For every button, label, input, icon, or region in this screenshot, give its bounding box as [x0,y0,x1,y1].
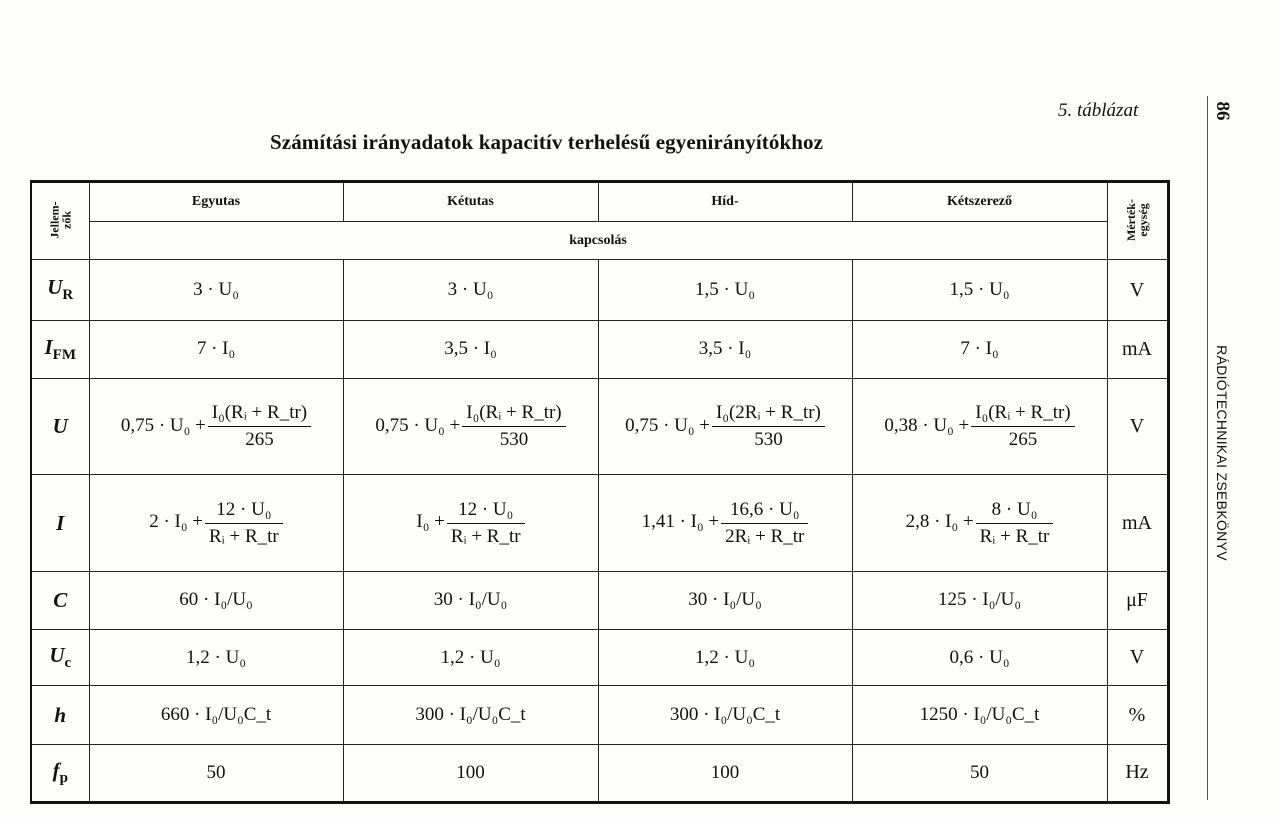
cell-value [343,378,598,474]
formula-fraction [447,499,525,548]
header-jellemzok-text: Jellem- zők [47,201,74,239]
formula-term: 0,75 · U₀ + [375,415,461,437]
cell-value: 660 · I₀/U₀C_t [89,686,343,744]
cell-value: 1,2 · U₀ [343,630,598,686]
formula [625,402,825,451]
cell-value: 3 · U₀ [343,260,598,320]
fraction-denominator: Rᵢ + R_tr [979,525,1050,547]
cell-value [852,475,1107,571]
formula-term: 0,38 · U₀ + [884,415,970,437]
cell-value [343,475,598,571]
fraction-denominator: 530 [499,429,529,451]
formula [641,498,809,547]
table-row [31,686,1168,744]
header-type-3: Kétszerező [852,182,1107,222]
row-symbol: U [31,378,89,474]
formula-fraction [208,402,311,451]
row-symbol: $I_{FM}$ [31,320,89,378]
header-connection: kapcsolás [89,222,1107,260]
header-jellemzok [31,182,89,260]
cell-value: 0,6 · U₀ [852,630,1107,686]
formula-fraction [971,402,1074,451]
cell-value: 125 · I₀/U₀ [852,571,1107,629]
formula [149,498,283,547]
cell-value: 7 · I₀ [852,320,1107,378]
cell-value [598,475,852,571]
fraction-numerator: I₀(Rᵢ + R_tr) [462,402,565,427]
table-number: 5. táblázat [1058,100,1139,121]
row-symbol: $f_p$ [31,744,89,802]
cell-value [852,378,1107,474]
cell-value: 1,5 · U₀ [852,260,1107,320]
header-type-1: Kétutas [343,182,598,222]
formula-term: 1,41 · I₀ + [641,511,720,533]
cell-value: 3 · U₀ [89,260,343,320]
fraction-numerator: 16,6 · U₀ [721,499,808,524]
table-row [31,260,1168,320]
row-symbol: $U_R$ [31,260,89,320]
formula [905,498,1054,547]
fraction-numerator: I₀(2Rᵢ + R_tr) [712,402,825,427]
cell-value: 50 [89,744,343,802]
table-row [31,320,1168,378]
formula [416,498,524,547]
formula-fraction [205,499,283,548]
row-symbol: h [31,686,89,744]
formula-term: 2 · I₀ + [149,511,203,533]
table-row [31,475,1168,571]
cell-value: 7 · I₀ [89,320,343,378]
table-title: Számítási irányadatok kapacitív terhelésű egyenirányítókhoz [270,130,824,154]
cell-value: 300 · I₀/U₀C_t [343,686,598,744]
fraction-denominator: 2Rᵢ + R_tr [725,525,805,547]
formula-fraction [712,402,825,451]
page-number: 86 [1212,101,1233,121]
fraction-numerator: 12 · U₀ [447,499,525,524]
formula-fraction [721,499,808,548]
cell-value: 30 · I₀/U₀ [343,571,598,629]
formula-term: I₀ + [416,511,445,533]
cell-value: 60 · I₀/U₀ [89,571,343,629]
fraction-numerator: I₀(Rᵢ + R_tr) [971,402,1074,427]
table-row [31,630,1168,686]
row-unit: Hz [1107,744,1168,802]
cell-value: 1,2 · U₀ [598,630,852,686]
data-table [30,180,1170,804]
cell-value: 30 · I₀/U₀ [598,571,852,629]
fraction-denominator: 265 [245,429,274,451]
cell-value: 3,5 · I₀ [598,320,852,378]
fraction-denominator: Rᵢ + R_tr [450,525,521,547]
running-head [1206,318,1238,588]
cell-value: 50 [852,744,1107,802]
running-head-text: RÁDIÓTECHNIKAI ZSEBKÖNYV [1214,345,1230,561]
formula-fraction [462,402,565,451]
cell-value [89,378,343,474]
formula-term: 0,75 · U₀ + [625,415,710,437]
cell-value: 1,2 · U₀ [89,630,343,686]
formula [375,402,565,451]
table-row [31,744,1168,802]
fraction-numerator: 12 · U₀ [205,499,283,524]
cell-value: 1,5 · U₀ [598,260,852,320]
cell-value [598,378,852,474]
fraction-numerator: I₀(Rᵢ + R_tr) [208,402,311,427]
cell-value: 300 · I₀/U₀C_t [598,686,852,744]
table-row [31,571,1168,629]
fraction-numerator: 8 · U₀ [976,499,1054,524]
row-unit: V [1107,378,1168,474]
fraction-denominator: Rᵢ + R_tr [208,525,279,547]
row-unit: μF [1107,571,1168,629]
fraction-denominator: 530 [754,429,783,451]
row-unit: mA [1107,320,1168,378]
cell-value: 1250 · I₀/U₀C_t [852,686,1107,744]
row-unit: % [1107,686,1168,744]
row-symbol: C [31,571,89,629]
cell-value [89,475,343,571]
fraction-denominator: 265 [1008,429,1038,451]
row-unit: V [1107,260,1168,320]
row-symbol: $U_c$ [31,630,89,686]
cell-value: 3,5 · I₀ [343,320,598,378]
row-symbol: I [31,475,89,571]
header-unit [1107,182,1168,260]
formula [120,402,311,451]
header-unit-text: Mérték- egység [1123,198,1150,241]
header-type-2: Híd- [598,182,852,222]
formula [884,402,1074,451]
formula-term: 2,8 · I₀ + [905,511,974,533]
row-unit: mA [1107,475,1168,571]
formula-term: 0,75 · U₀ + [120,415,206,437]
table-row [31,378,1168,474]
formula-fraction [976,499,1054,548]
header-type-0: Egyutas [89,182,343,222]
row-unit: V [1107,630,1168,686]
cell-value: 100 [598,744,852,802]
cell-value: 100 [343,744,598,802]
